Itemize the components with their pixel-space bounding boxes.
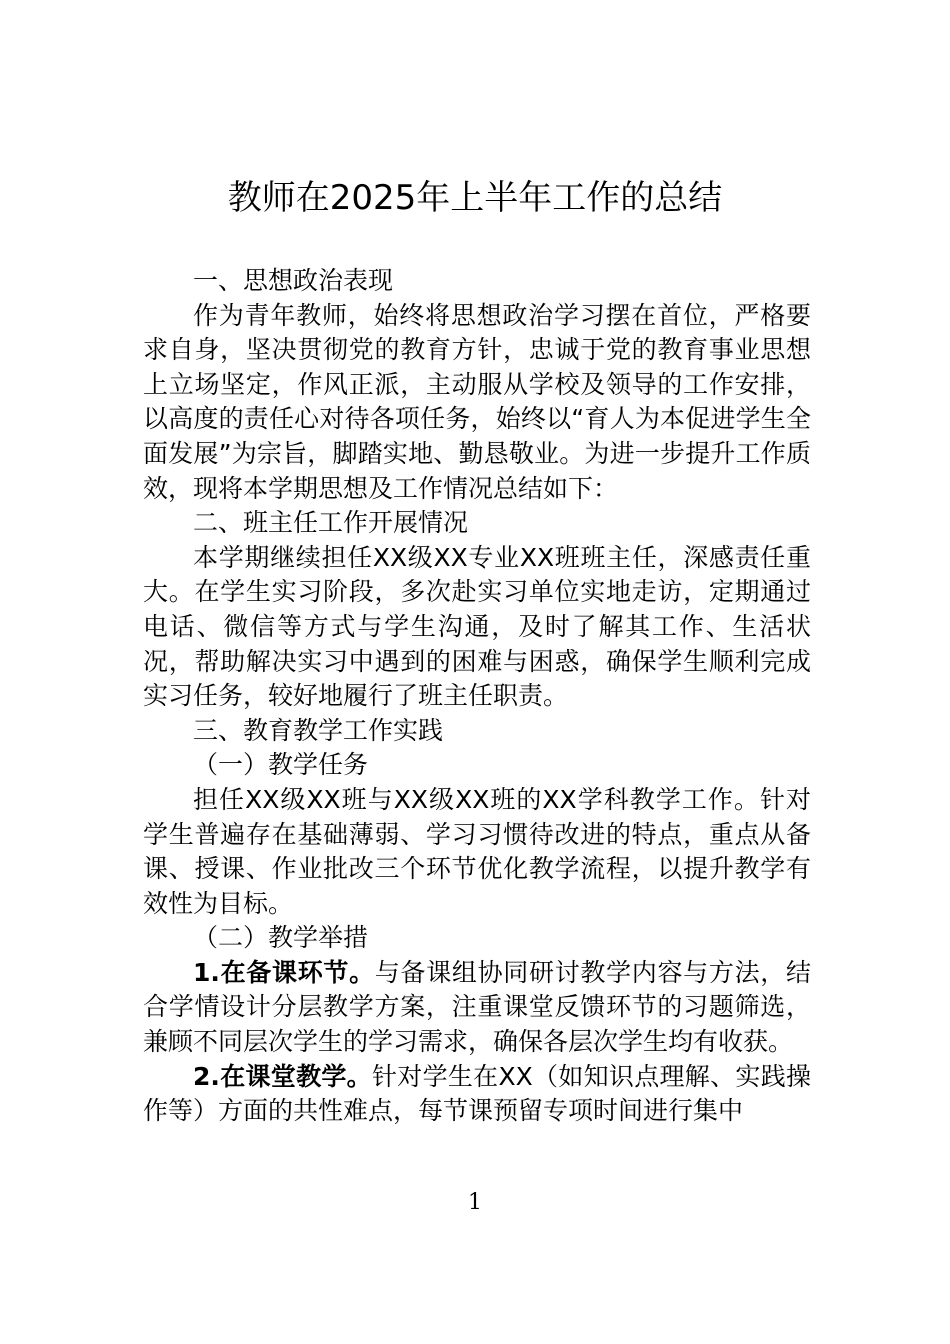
page-number: 1 <box>468 1190 482 1215</box>
subsection-1-heading: （一）教学任务 <box>193 750 369 780</box>
measure-item-1-text: 与备课组协同研讨教学内容与方法，结合学情设计分层教学方案，注重课堂反馈环节的习题筛选，兼顾不同层次学生的学习需求，确保各层次学生均有收获。 <box>143 957 811 1057</box>
subsection-2-heading: （二）教学举措 <box>193 923 369 953</box>
section-1-heading: 一、思想政治表现 <box>193 266 394 295</box>
section-2-heading: 二、班主任工作开展情况 <box>193 508 469 538</box>
document-title: 教师在2025年上半年工作的总结 <box>227 178 723 218</box>
document-body <box>143 264 811 1129</box>
section-3-heading: 三、教育教学工作实践 <box>193 715 444 745</box>
section-1-paragraph: 作为青年教师，始终将思想政治学习摆在首位，严格要求自身，坚决贯彻党的教育方针，忠诚于党的教育事业思想上立场坚定，作风正派，主动服从学校及领导的工作安排，以高度的责任心对待各项任务，始终以“育人为本促进学生全面发展”为宗旨，脚踏实地、勤恳敬业。为进一步提升工作质效，现将本学期思想及工作情况总结如下： <box>143 300 811 503</box>
measure-item-2-label: 2.在课堂教学。 <box>193 1061 372 1091</box>
measure-item-1 <box>143 956 811 1060</box>
measure-item-1-label: 1.在备课环节。 <box>193 957 375 987</box>
subsection-1-paragraph: 担任XX级XX班与XX级XX班的XX学科教学工作。针对学生普遍存在基础薄弱、学习习惯待改进的特点，重点从备课、授课、作业批改三个环节优化教学流程，以提升教学有效性为目标。 <box>143 784 811 918</box>
section-2-paragraph: 本学期继续担任XX级XX专业XX班班主任，深感责任重大。在学生实习阶段，多次赴实习单位实地走访，定期通过电话、微信等方式与学生沟通，及时了解其工作、生活状况，帮助解决实习中遇到的困难与困惑，确保学生顺利完成实习任务，较好地履行了班主任职责。 <box>143 542 811 711</box>
measure-item-2-text: 针对学生在XX（如知识点理解、实践操作等）方面的共性难点，每节课预留专项时间进行集中 <box>143 1061 811 1126</box>
measure-item-2 <box>143 1060 811 1129</box>
